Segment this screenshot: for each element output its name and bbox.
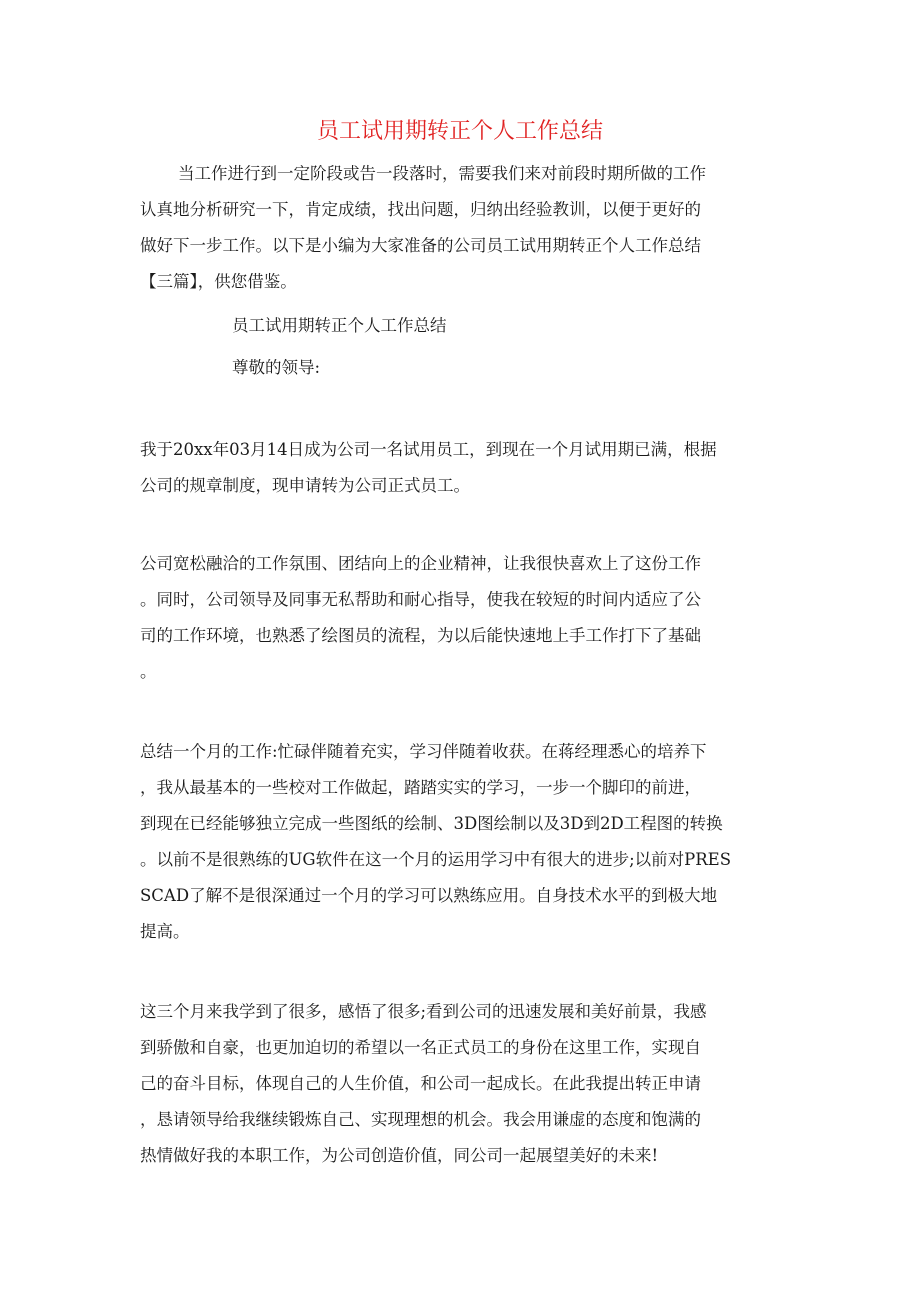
paragraph-line: 我于20xx年03月14日成为公司一名试用员工，到现在一个月试用期已满，根据 [140,440,717,459]
intro-line: 做好下一步工作。以下是小编为大家准备的公司员工试用期转正个人工作总结 [140,236,701,255]
paragraph-line: 到现在已经能够独立完成一些图纸的绘制、3D图绘制以及3D到2D工程图的转换 [140,814,723,833]
paragraph-line: 总结一个月的工作:忙碌伴随着充实，学习伴随着收获。在蒋经理悉心的培养下 [140,742,707,761]
paragraph-line: ，恳请领导给我继续锻炼自己、实现理想的机会。我会用谦虚的态度和饱满的 [140,1110,701,1129]
paragraph-line: 提高。 [140,922,190,941]
paragraph-line: SCAD了解不是很深通过一个月的学习可以熟练应用。自身技术水平的到极大地 [140,886,718,905]
body-paragraph-1 [140,432,780,504]
body-paragraph-2 [140,546,780,690]
paragraph-line: 公司的规章制度，现申请转为公司正式员工。 [140,476,470,495]
paragraph-line: 。 [140,662,157,681]
intro-paragraph [140,156,780,300]
subtitle: 员工试用期转正个人工作总结 [232,316,447,335]
intro-line: 当工作进行到一定阶段或告一段落时，需要我们来对前段时期所做的工作 [178,164,706,183]
paragraph-line: 热情做好我的本职工作，为公司创造价值，同公司一起展望美好的未来! [140,1146,659,1165]
body-paragraph-4 [140,994,780,1174]
paragraph-line: 。以前不是很熟练的UG软件在这一个月的运用学习中有很大的进步;以前对PRES [140,850,732,869]
body-paragraph-3 [140,734,780,950]
paragraph-line: 公司宽松融洽的工作氛围、团结向上的企业精神，让我很快喜欢上了这份工作 [140,554,701,573]
paragraph-line: 己的奋斗目标，体现自己的人生价值，和公司一起成长。在此我提出转正申请 [140,1074,701,1093]
document-title: 员工试用期转正个人工作总结 [316,119,603,144]
paragraph-line: 这三个月来我学到了很多，感悟了很多;看到公司的迅速发展和美好前景，我感 [140,1002,707,1021]
paragraph-line: 到骄傲和自豪，也更加迫切的希望以一名正式员工的身份在这里工作，实现自 [140,1038,701,1057]
paragraph-line: 。同时，公司领导及同事无私帮助和耐心指导，使我在较短的时间内适应了公 [140,590,701,609]
paragraph-line: 司的工作环境，也熟悉了绘图员的流程，为以后能快速地上手工作打下了基础 [140,626,701,645]
intro-line: 【三篇】，供您借鉴。 [140,272,297,291]
paragraph-line: ，我从最基本的一些校对工作做起，踏踏实实的学习，一步一个脚印的前进， [140,778,701,797]
intro-line: 认真地分析研究一下，肯定成绩，找出问题，归纳出经验教训，以便于更好的 [140,200,701,219]
salutation: 尊敬的领导: [232,358,321,377]
